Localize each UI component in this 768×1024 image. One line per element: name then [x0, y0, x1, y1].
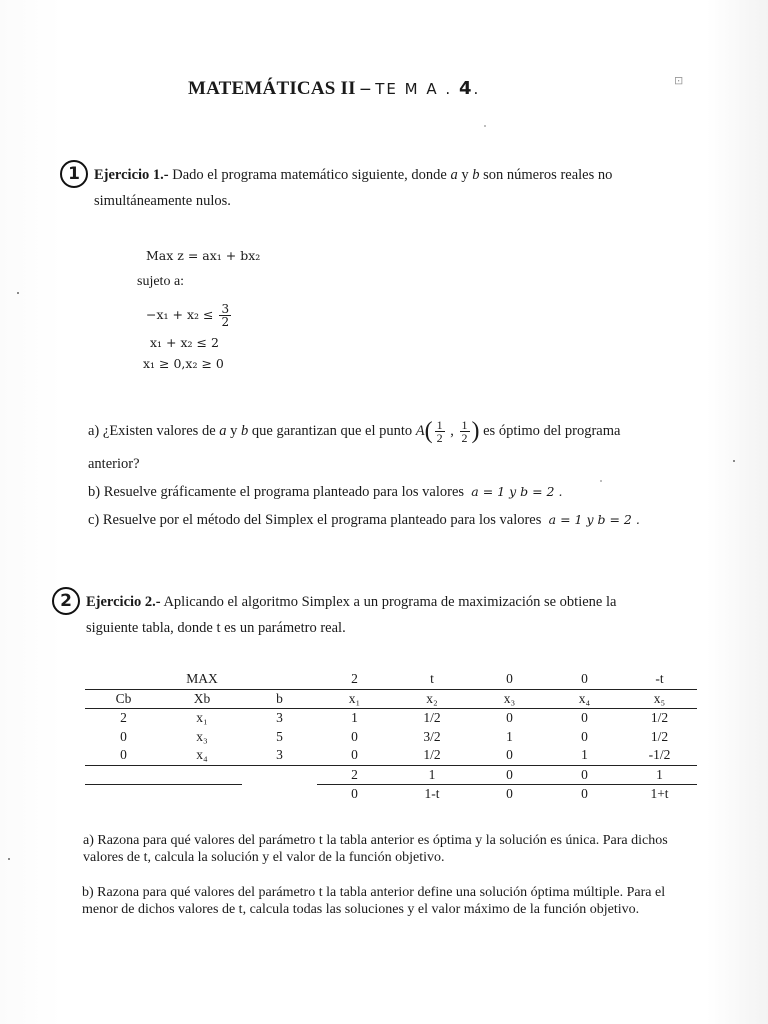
objective-function: Max z = ax₁ + bx₂	[146, 248, 261, 263]
column-header: x₃	[472, 689, 547, 708]
constraint-1: −x₁ + x₂ ≤ $\frac{3}{2}$	[146, 302, 230, 329]
table-row: 0 x₄ 3 0 1/2 0 1 -1/2	[85, 746, 697, 765]
column-header: x₄	[547, 689, 622, 708]
scan-speck	[8, 858, 10, 860]
column-header: Xb	[162, 689, 242, 708]
question-2b: b) Razona para qué valores del parámetro t la tabla anterior define una solución óptima múltiple. Para el menor de dichos valores de t, calcula todas las soluciones y el valor máximo de la función objetivo.	[82, 885, 666, 917]
page-title	[188, 78, 480, 100]
title-number: 4	[458, 78, 474, 99]
scan-speck	[484, 125, 486, 127]
exercise-1-statement: Ejercicio 1.- Dado el programa matemático siguiente, donde a y b son números reales no	[94, 167, 613, 183]
cost-cell: t	[392, 670, 472, 689]
cost-cell: 2	[317, 670, 392, 689]
max-label: MAX	[162, 670, 242, 689]
constraint-2: x₁ + x₂ ≤ 2	[150, 335, 219, 350]
cost-cell: 0	[472, 670, 547, 689]
question-1c: c) Resuelve por el método del Simplex el programa planteado para los valores a = 1 y b = 2 .	[88, 512, 640, 528]
exercise-2-statement: Ejercicio 2.- Aplicando el algoritmo Simplex a un programa de maximización se obtiene la	[86, 594, 617, 610]
column-header: x₅	[622, 689, 697, 708]
cost-cell: -t	[622, 670, 697, 689]
title-printed: MATEMÁTICAS II –	[188, 78, 376, 99]
exercise-1-badge: 1	[60, 160, 88, 188]
exercise-1-statement-line2: simultáneamente nulos.	[94, 193, 231, 209]
cost-row	[85, 670, 697, 689]
reduced-cost-row: 0 1-t 0 0 1+t	[351, 785, 669, 801]
question-2a: a) Razona para qué valores del parámetro t la tabla anterior es óptima y la solución es única. Para dichos valores de t, calcula la solución y el valor de la función objetivo.	[83, 833, 668, 865]
exercise-1-label: Ejercicio 1.-	[94, 167, 169, 183]
table-row: 2 x₁ 3 1 1/2 0 0 1/2	[120, 709, 669, 725]
header-row	[85, 689, 697, 708]
column-header: x₂	[392, 689, 472, 708]
scan-speck	[17, 292, 19, 294]
exercise-2-badge: 2	[52, 587, 80, 615]
simplex-table	[85, 670, 697, 803]
subject-to-label: sujeto a:	[137, 274, 185, 289]
question-1a-line2: anterior?	[88, 456, 140, 472]
column-header: x₁	[317, 689, 392, 708]
column-header: b	[242, 689, 317, 708]
table-row: 0 x₃ 5 0 3/2 1 0 1/2	[120, 728, 669, 744]
title-handwritten: TE M A . 4.	[375, 78, 481, 99]
exercise-2-statement-line2: siguiente tabla, donde t es un parámetro real.	[86, 620, 346, 636]
question-1b: b) Resuelve gráficamente el programa planteado para los valores a = 1 y b = 2 .	[88, 484, 563, 500]
cost-cell: 0	[547, 670, 622, 689]
constraint-3: x₁ ≥ 0,x₂ ≥ 0	[143, 356, 224, 371]
scan-speck	[733, 460, 735, 462]
scan-speck	[600, 480, 602, 482]
question-1a: a) ¿Existen valores de a y b que garantizan que el punto A( $\frac{1}{2}$ , $\frac{1}{2}$ ) es óptimo del programa	[88, 418, 621, 445]
exercise-2-label: Ejercicio 2.-	[86, 594, 161, 610]
corner-mark-icon: ⊡	[674, 74, 684, 87]
column-header: Cb	[85, 689, 162, 708]
z-row: 2 1 0 0 1	[85, 765, 697, 784]
